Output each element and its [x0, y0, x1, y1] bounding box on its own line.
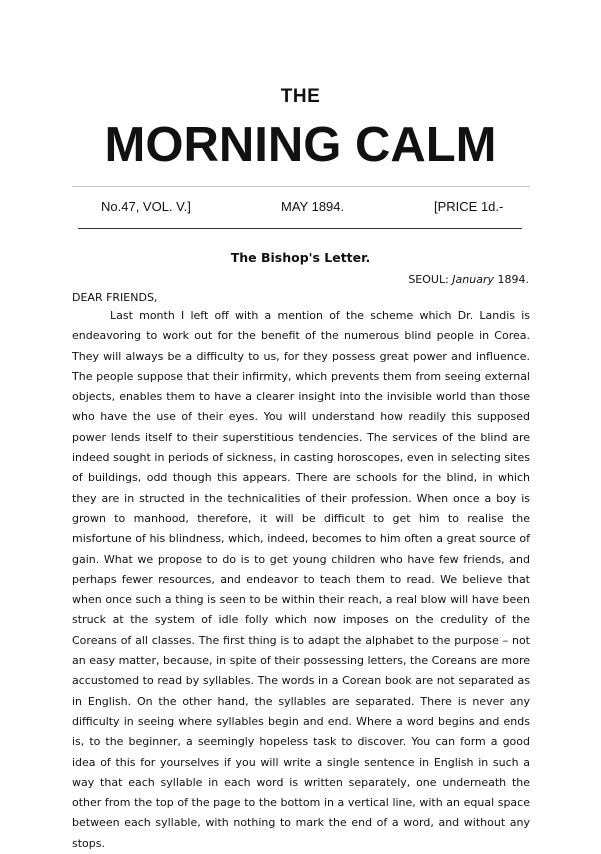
article-body: Last month I left off with a mention of the scheme which Dr. Landis is endeavoring to work out for the benefit of the numerous blind people in Corea. They will always be a difficulty to us, for they possess great power and influence. The people suppose that their infirmity, which prevents them from seeing external objects, enables them to have a clearer insight into the invisible world than those who have the use of their eyes. You will understand how readily this supposed power lends itself to their superstitious tendencies. The services of the blind are indeed sought in periods of sickness, in casting horoscopes, even in selecting sites of buildings, odd though this appears. There are schools for the blind, in which they are in structed in the technicalities of their profession. When once a boy is grown to manhood, therefore, it will be difficult to get him to realise the misfortune of his blindness, which, indeed, becomes to him often a great source of gain. What we propose to do is to get young children who have few friends, and perhaps fewer resources, and endeavor to teach them to read. We believe that when once such a thing is seen to be within their reach, a real blow will have been struck at the system of idle folly which now imposes on the credulity of the Coreans of all classes. The first thing is to adapt the alphabet to the purpose – not an easy matter, because, in spite of their possessing letters, the Coreans are more accustomed to read by syllables. The words in a Corean book are not separated as in English. On the other hand, the syllables are separated. There is never any difficulty in seeing where syllables begin and end. Where a word begins and ends is, to the beginner, a seemingly hopeless task to discover. You can form a good idea of this for yourselves if you will write a single sentence in English in such a way that each syllable in each word is written separately, one underneath the other from the top of the page to the bottom in a vertical line, with an equal space between each syllable, with nothing to mark the end of a word, and without any stops.	[72, 309, 530, 850]
article-title: The Bishop's Letter.	[230, 250, 371, 265]
dateline	[408, 273, 529, 286]
salutation: DEAR FRIENDS,	[72, 291, 158, 304]
dateline-year: 1894.	[494, 273, 529, 286]
issue-price: [PRICE 1d.-	[434, 199, 504, 214]
dateline-month: January	[452, 273, 494, 286]
top-divider	[72, 186, 530, 187]
dateline-place: SEOUL:	[408, 273, 453, 286]
issue-date: MAY 1894.	[281, 199, 345, 214]
masthead-title: MORNING CALM	[104, 118, 497, 172]
masthead-the: THE	[280, 86, 321, 107]
issue-divider	[78, 228, 522, 229]
issue-number: No.47, VOL. V.]	[101, 199, 191, 214]
